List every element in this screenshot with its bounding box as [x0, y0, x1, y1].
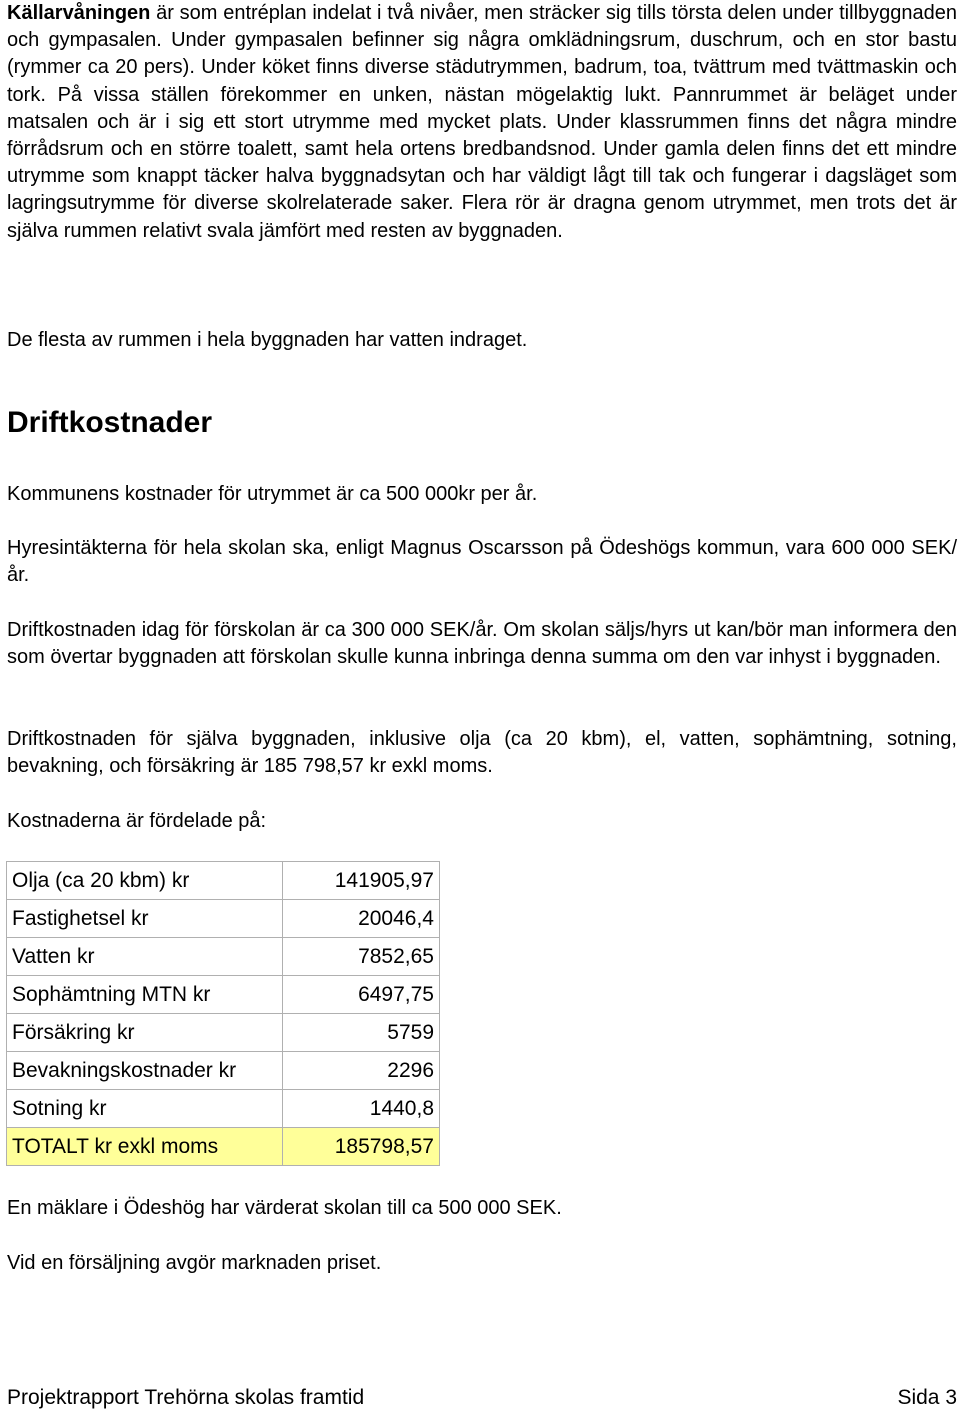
cost-value: 2296: [283, 1052, 440, 1090]
water-paragraph: De flesta av rummen i hela byggnaden har vatten indraget.: [7, 329, 528, 351]
market-price-paragraph: Vid en försäljning avgör marknaden priset.: [7, 1252, 382, 1274]
intro-text: är som entréplan indelat i två nivåer, men sträcker sig tills törsta delen under tillbyggnaden och gympasalen. Under gympasalen befinner sig några omklädningsrum, duschrum, och en stor bastu (rymmer ca 20 pers). Under köket finns diverse städutrymmen, badrum, toa, tvättrum med tvättmaskin och tork. På vissa ställen förekommer en unken, nästan mögelaktig lukt. Pannrummet är beläget under matsalen och är i sig ett stort utrymme med mycket plats. Under klassrummen finns det några mindre förrådsrum och en större toalett, samt hela ortens bredbandsnod. Under gamla delen finns det ett mindre utrymme som knappt täcker halva byggnadsytan och har väldigt lågt till tak och fungerar i dagsläget som lagringsutrymme för diverse skolrelaterade saker. Flera rör är dragna genom utrymmet, men trots det är själva rummen relativt svala jämfört med resten av byggnaden.: [7, 2, 957, 242]
table-row: [7, 1014, 440, 1052]
cost-label: Försäkring kr: [7, 1014, 283, 1052]
cost-value: 7852,65: [283, 938, 440, 976]
cost-label: Bevakningskostnader kr: [7, 1052, 283, 1090]
municipal-costs-paragraph: Kommunens kostnader för utrymmet är ca 500 000kr per år.: [7, 483, 538, 505]
preschool-costs-paragraph: Driftkostnaden idag för förskolan är ca 300 000 SEK/år. Om skolan säljs/hyrs ut kan/bör man informera den som övertar byggnaden att förskolan skulle kunna inbringa denna summa om den var inhyst i byggnaden.: [7, 619, 957, 669]
table-row: [7, 938, 440, 976]
cost-label: Sotning kr: [7, 1090, 283, 1128]
cost-label: Sophämtning MTN kr: [7, 976, 283, 1014]
table-row: [7, 862, 440, 900]
cost-label: Fastighetsel kr: [7, 900, 283, 938]
table-row: [7, 900, 440, 938]
cost-value: 141905,97: [283, 862, 440, 900]
table-row: [7, 1090, 440, 1128]
table-row: [7, 976, 440, 1014]
cost-label: Vatten kr: [7, 938, 283, 976]
intro-paragraph: [7, 0, 957, 245]
intro-bold-lead: Källarvåningen: [7, 2, 151, 24]
cost-value: 6497,75: [283, 976, 440, 1014]
cost-value: 1440,8: [283, 1090, 440, 1128]
total-row: [7, 1128, 440, 1166]
total-label: TOTALT kr exkl moms: [7, 1128, 283, 1166]
total-value: 185798,57: [283, 1128, 440, 1166]
cost-value: 5759: [283, 1014, 440, 1052]
cost-value: 20046,4: [283, 900, 440, 938]
rental-income-paragraph: Hyresintäkterna för hela skolan ska, enligt Magnus Oscarsson på Ödeshögs kommun, vara 600 000 SEK/år.: [7, 537, 957, 587]
section-heading: Driftkostnader: [7, 406, 213, 439]
broker-valuation-paragraph: En mäklare i Ödeshög har värderat skolan till ca 500 000 SEK.: [7, 1197, 562, 1219]
cost-label: Olja (ca 20 kbm) kr: [7, 862, 283, 900]
page-number: Sida 3: [897, 1386, 957, 1409]
footer-title: Projektrapport Trehörna skolas framtid: [7, 1386, 365, 1409]
building-costs-paragraph: Driftkostnaden för själva byggnaden, inklusive olja (ca 20 kbm), el, vatten, sophämtning, sotning, bevakning, och försäkring är 185 798,57 kr exkl moms.: [7, 728, 957, 778]
cost-table: [6, 861, 440, 1166]
table-row: [7, 1052, 440, 1090]
distribution-intro: Kostnaderna är fördelade på:: [7, 810, 267, 832]
